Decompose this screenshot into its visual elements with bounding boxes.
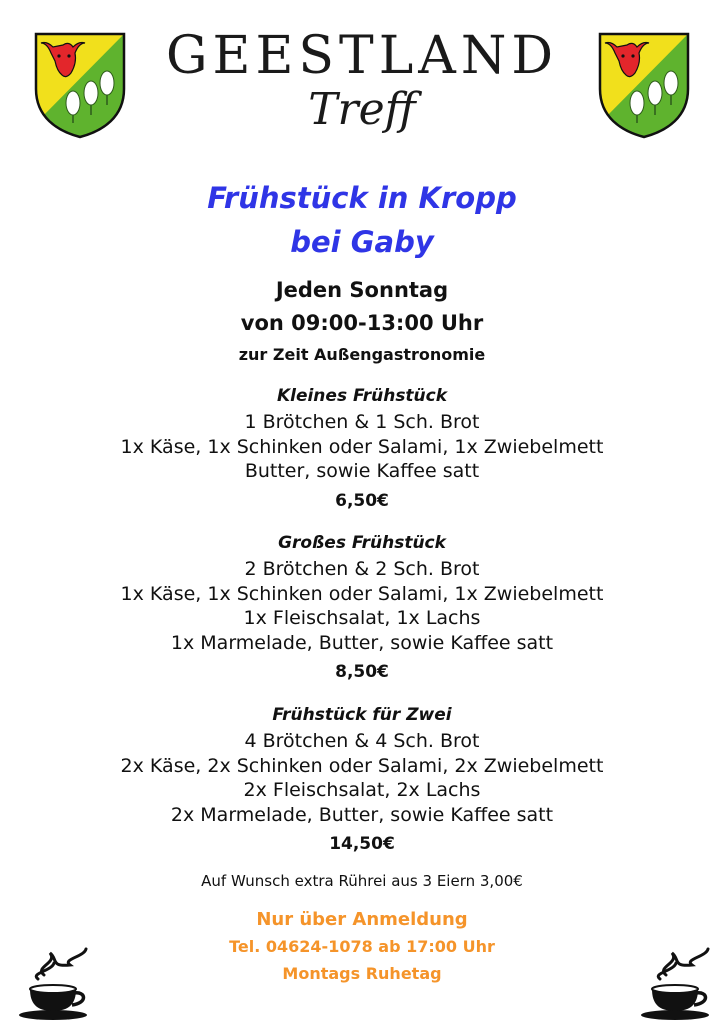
menu-item-line: 1x Käse, 1x Schinken oder Salami, 1x Zwiebelmett (120, 582, 604, 605)
menu-item-name: Großes Frühstück (278, 533, 446, 553)
menu-item-line: 2x Fleischsalat, 2x Lachs (243, 779, 481, 802)
menu-item-line: 2x Käse, 2x Schinken oder Salami, 2x Zwiebelmett (120, 754, 604, 777)
coat-of-arms-icon (597, 31, 691, 139)
brand-name: GEESTLAND (165, 26, 559, 86)
menu-item-line: 1x Marmelade, Butter, sowie Kaffee satt (170, 631, 554, 654)
menu-item-kleines-fruehstueck (0, 383, 724, 518)
coffee-cup-icon (636, 945, 720, 1023)
menu-item-line: Butter, sowie Kaffee satt (244, 460, 480, 483)
menu-item-line: 4 Brötchen & 4 Sch. Brot (244, 730, 480, 752)
title-line-2: bei Gaby (290, 225, 434, 259)
registration-note: Nur über Anmeldung (256, 909, 468, 930)
contact-info (0, 906, 724, 987)
menu-item-grosses-fruehstueck (0, 530, 724, 689)
brand-subtitle: Treff (308, 84, 416, 135)
schedule-day: Jeden Sonntag (275, 278, 449, 302)
menu-item-line: 1x Fleischsalat, 1x Lachs (243, 607, 481, 630)
menu-item-price: 8,50€ (335, 662, 389, 683)
phone-line: Tel. 04624-1078 ab 17:00 Uhr (229, 937, 495, 956)
extra-note: Auf Wunsch extra Rührei aus 3 Eiern 3,00€ (201, 872, 523, 890)
rest-day-note: Montags Ruhetag (282, 964, 442, 983)
menu-item-line: 1x Käse, 1x Schinken oder Salami, 1x Zwiebelmett (120, 435, 604, 458)
schedule-note: zur Zeit Außengastronomie (238, 345, 486, 364)
schedule (0, 274, 724, 370)
menu-item-name: Frühstück für Zwei (272, 705, 452, 725)
coat-of-arms-icon (33, 31, 127, 139)
menu-item-line: 2x Marmelade, Butter, sowie Kaffee satt (170, 803, 554, 826)
menu-item-fruehstueck-fuer-zwei (0, 702, 724, 861)
menu-item-line: 1 Brötchen & 1 Sch. Brot (244, 411, 480, 433)
menu-item-price: 6,50€ (335, 490, 389, 511)
menu-item-line: 2 Brötchen & 2 Sch. Brot (244, 558, 480, 580)
menu-item-name: Kleines Frühstück (276, 386, 448, 406)
page-title (0, 176, 724, 264)
brand-logo (160, 26, 564, 135)
coffee-cup-icon (14, 945, 98, 1023)
title-line-1: Frühstück in Kropp (207, 181, 517, 215)
schedule-time: von 09:00-13:00 Uhr (240, 311, 484, 335)
menu-item-price: 14,50€ (329, 834, 395, 855)
